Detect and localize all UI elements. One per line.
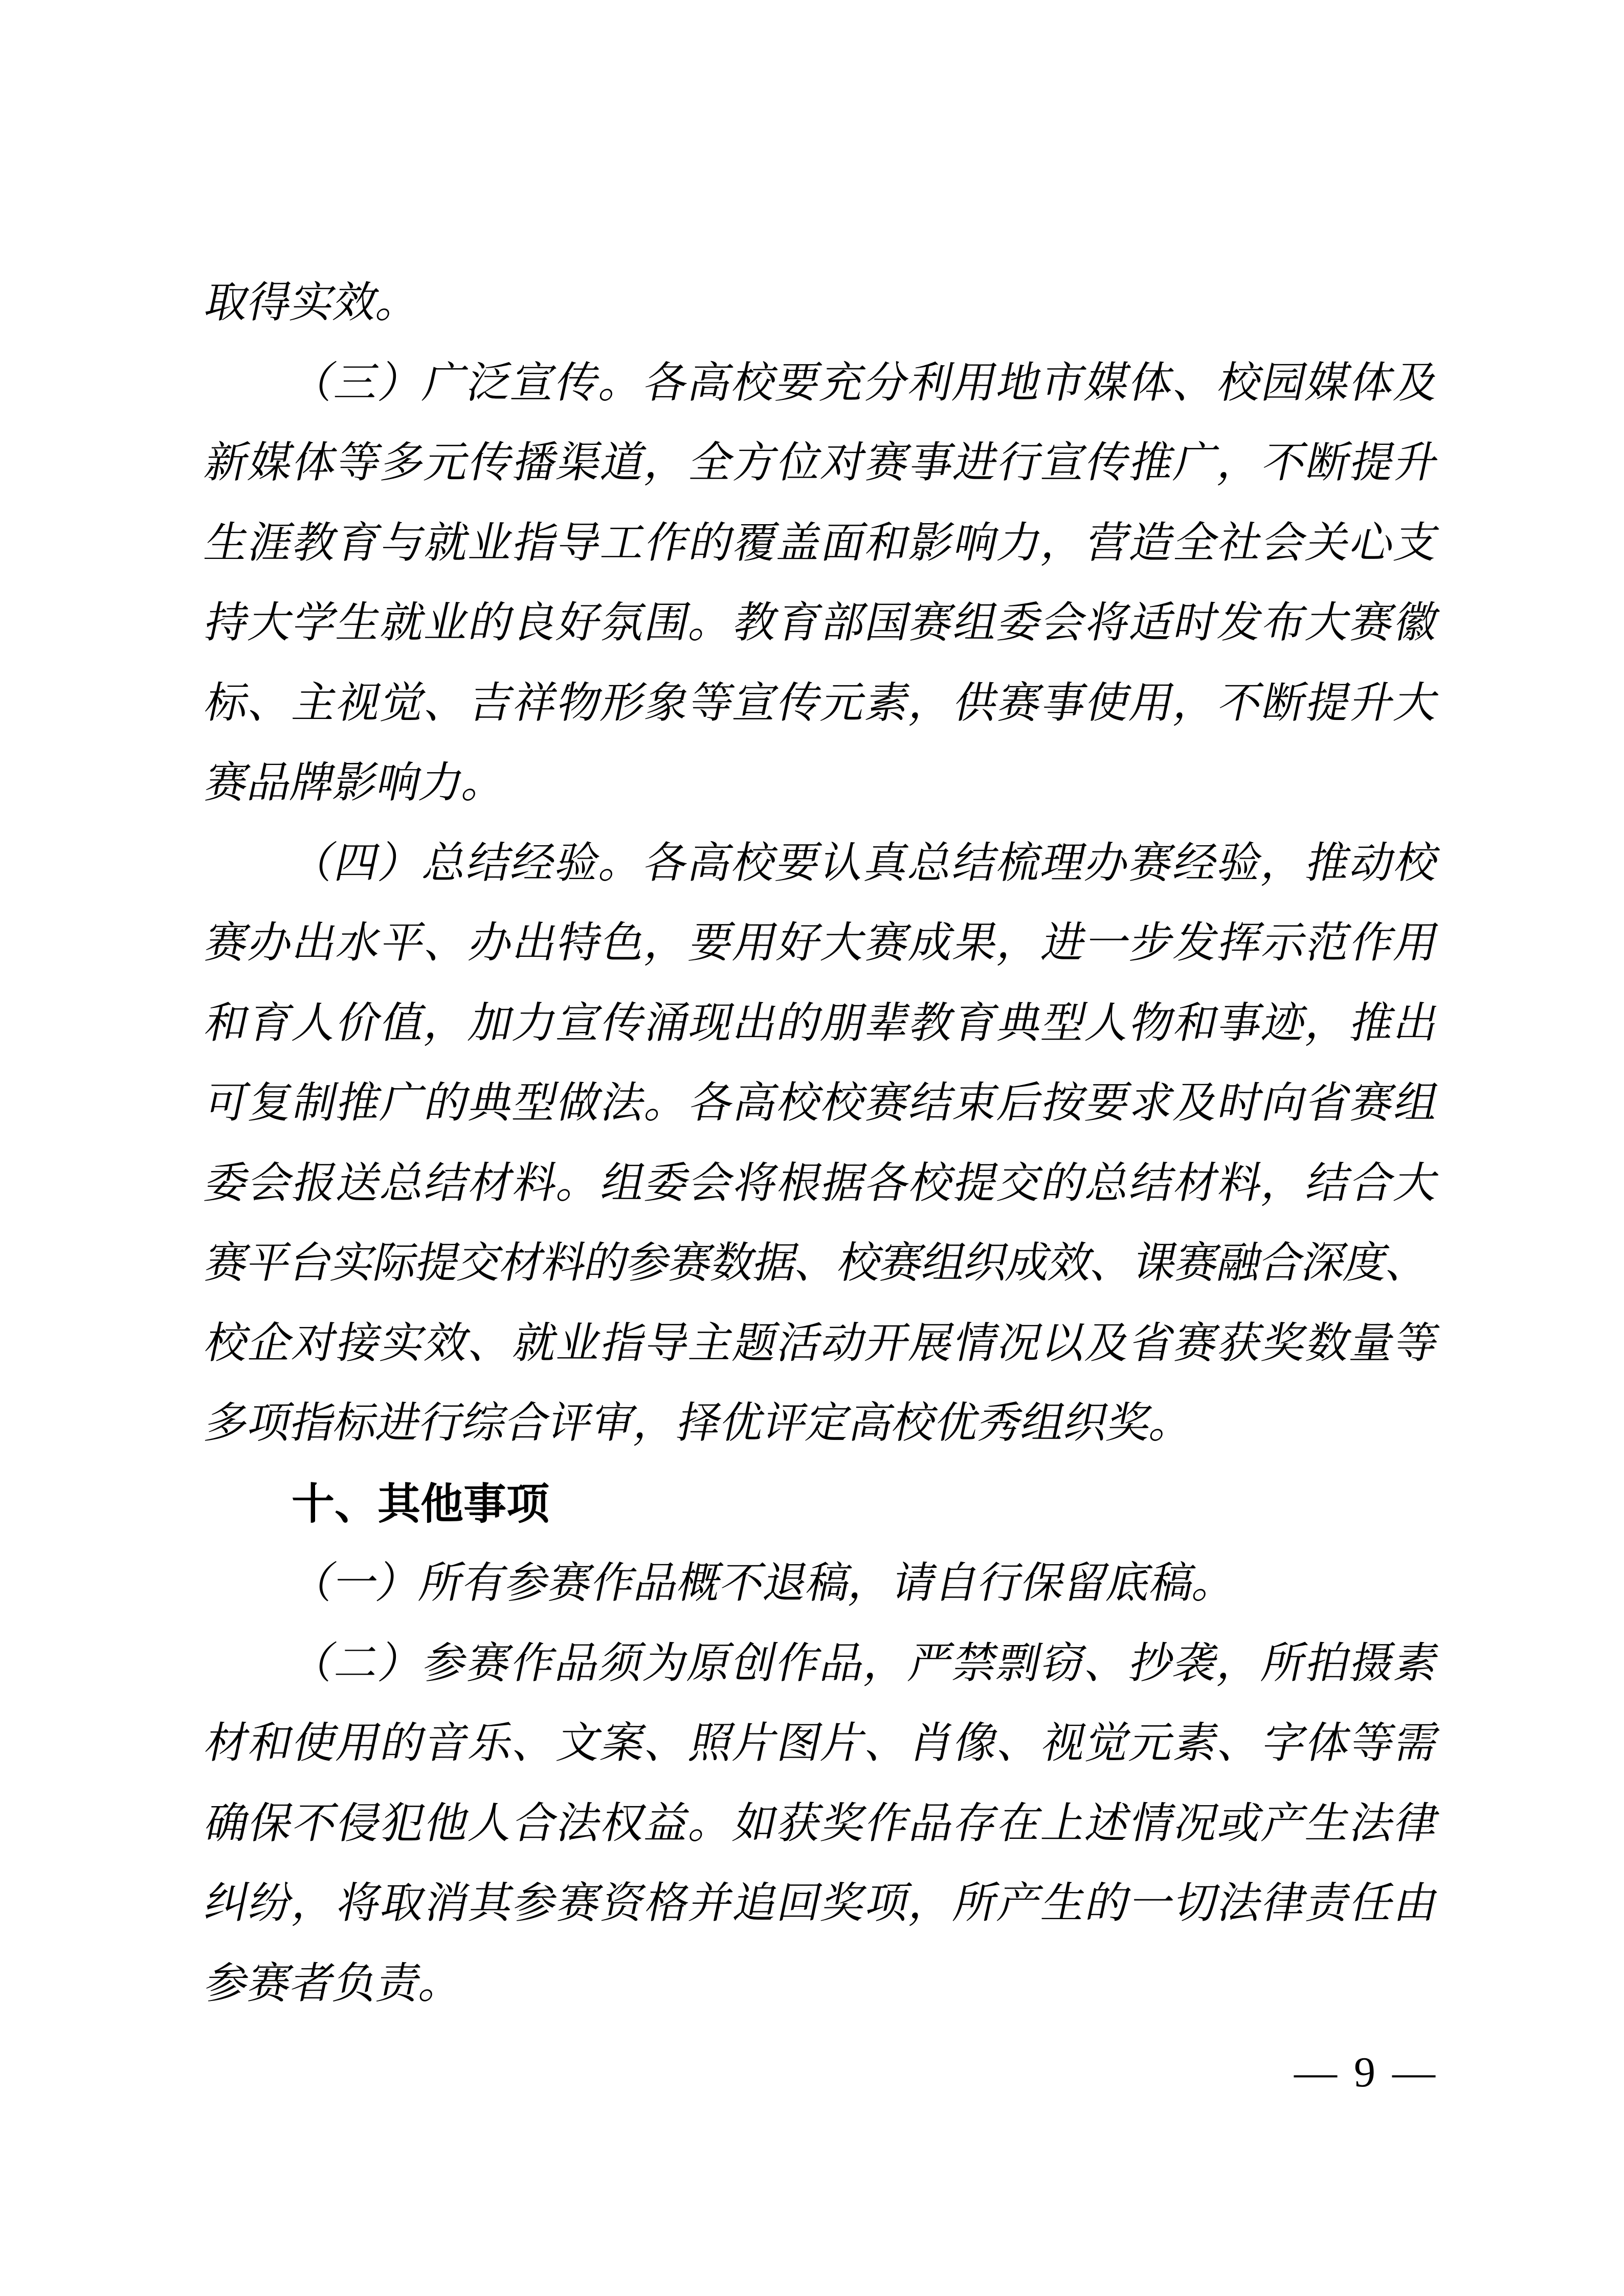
page-number: — 9 — (1294, 2049, 1438, 2096)
text-line: 取得实效。 (201, 279, 426, 327)
text-line: （四）总结经验。各高校要认真总结梳理办赛经验，推动校 (286, 839, 1444, 887)
section-heading: 十、其他事项 (292, 1479, 550, 1528)
text-line: （二）参赛作品须为原创作品，严禁剽窃、抄袭，所拍摄素 (286, 1639, 1444, 1687)
text-line: 标、主视觉、吉祥物形象等宣传元素，供赛事使用，不断提升大 (201, 679, 1444, 727)
text-line: 持大学生就业的良好氛围。教育部国赛组委会将适时发布大赛徽 (201, 599, 1444, 647)
text-line: 委会报送总结材料。组委会将根据各校提交的总结材料，结合大 (201, 1159, 1444, 1207)
text-line: 生涯教育与就业指导工作的覆盖面和影响力，营造全社会关心支 (201, 519, 1444, 567)
text-line: 确保不侵犯他人合法权益。如获奖作品存在上述情况或产生法律 (201, 1799, 1444, 1848)
text-line: 赛品牌影响力。 (201, 759, 512, 807)
document-body (201, 263, 1444, 2024)
text-line: （一）所有参赛作品概不退稿，请自行保留底稿。 (286, 1560, 1242, 1607)
text-line: 新媒体等多元传播渠道，全方位对赛事进行宣传推广，不断提升 (201, 439, 1444, 487)
text-line: 校企对接实效、就业指导主题活动开展情况以及省赛获奖数量等 (201, 1319, 1444, 1367)
text-line: 材和使用的音乐、文案、照片图片、肖像、视觉元素、字体等需 (201, 1720, 1444, 1767)
text-line: 多项指标进行综合评审，择优评定高校优秀组织奖。 (201, 1400, 1199, 1447)
text-line: 赛平台实际提交材料的参赛数据、校赛组织成效、课赛融合深度、 (201, 1240, 1435, 1287)
text-line: 参赛者负责。 (201, 1960, 469, 2008)
text-line: 纠纷，将取消其参赛资格并追回奖项，所产生的一切法律责任由 (201, 1880, 1444, 1927)
text-line: 赛办出水平、办出特色，要用好大赛成果，进一步发挥示范作用 (201, 919, 1444, 967)
text-line: 可复制推广的典型做法。各高校校赛结束后按要求及时向省赛组 (201, 1079, 1444, 1127)
text-line: （三）广泛宣传。各高校要充分利用地市媒体、校园媒体及 (286, 359, 1444, 407)
text-line: 和育人价值，加力宣传涌现出的朋辈教育典型人物和事迹，推出 (201, 999, 1444, 1047)
